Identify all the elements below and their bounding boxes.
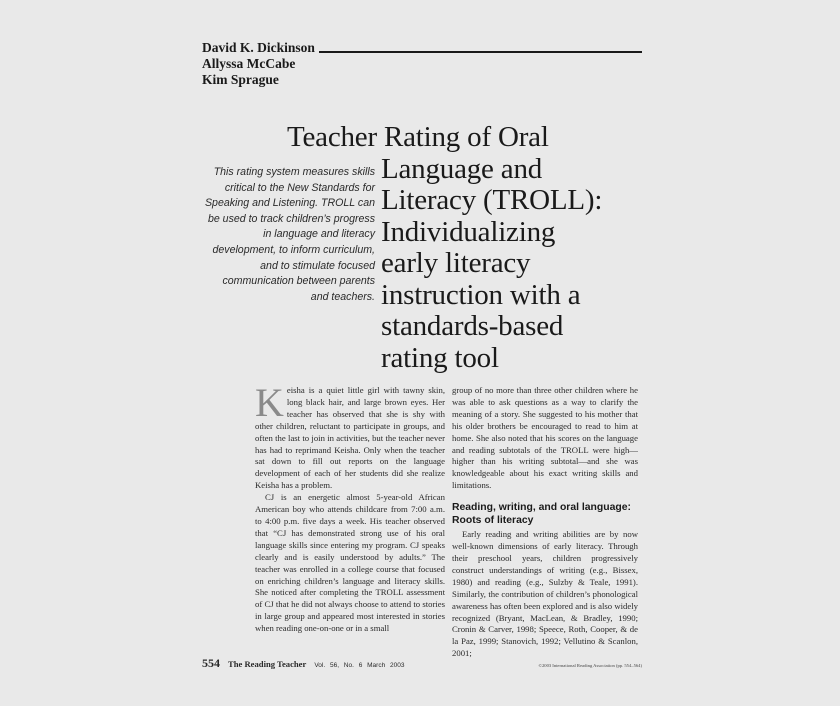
title-line: rating tool (381, 341, 499, 374)
title-line: Teacher Rating of Oral (287, 121, 549, 153)
article-page (195, 30, 647, 680)
body-paragraph: group of no more than three other children where he was able to ask questions as a way to clarify the meaning of a story. She suggested to his mother that his older brothers be encouraged to read to him at home. She also noted that his scores on the language and reading subtotals of the TROLL were high—higher than his writing subtotal—and she was knowledgeable about his exact writing skills and limitations. (452, 385, 638, 491)
section-heading: Reading, writing, and oral language: Roots of literacy (452, 502, 631, 527)
issue-info: Vol. 56, No. 6 March 2003 (314, 662, 405, 669)
body-column-left (255, 380, 445, 635)
title-line: instruction with a (381, 278, 581, 311)
title-line: Literacy (TROLL): (381, 184, 603, 216)
drop-cap: K (255, 380, 284, 425)
paragraph-text: eisha is a quiet little girl with tawny skin, long black hair, and large brown eyes. Her teacher has observed that she is shy with other children, reluctant to participate in groups, and often the last to join in activities, but the teacher never has had to reprimand Keisha. Only when the teacher sat down to fill out reports on the language development of each of her students did she realize Keisha has a problem. (255, 385, 445, 491)
author-name: Kim Sprague (202, 72, 279, 87)
title-line: Individualizing (381, 215, 556, 248)
page-number: 554 (202, 656, 220, 670)
body-paragraph: CJ is an energetic almost 5-year-old African American boy who attends childcare from 7:00 a.m. to 4:00 p.m. five days a week. His teacher observed that “CJ has demonstrated strong use of his oral language skills since entering my program. CJ speaks clearly and is easily understood by adults.” The teacher was enrolled in a college course that focused on enriching children’s language and literacy skills. She noticed after completing the TROLL assessment of CJ that he did not always choose to attend to stories in large group and appeared most interested in stories when reading one-on-one or in a small (255, 492, 445, 634)
title-line: early literacy (381, 247, 531, 279)
page-footer (202, 656, 642, 671)
title-line: standards-based (381, 310, 564, 342)
title-line: Language and (381, 152, 543, 185)
body-column-right (452, 385, 638, 660)
article-subtitle: This rating system measures skills critical to the New Standards for Speaking and Listening. TROLL can be used to track children’s progress in language and literacy development, to inform curriculum, and to stimulate focused communication between parents and teachers. (204, 166, 375, 303)
author-line (202, 40, 642, 56)
body-paragraph: Early reading and writing abilities are by now well-known dimensions of early literacy. Through their preschool years, children progressively construct understandings of writing (e.g., Bissex, 1980) and reading (e.g., Sulzby & Teale, 1991). Similarly, the contribution of children’s phonological awareness has often been explored and is also widely recognized (Bryant, MacLean, & Bradley, 1990; Cronin & Carver, 1998; Speece, Roth, Cooper, & de la Paz, 1999; Stanovich, 1992; Vellutino & Scanlon, 2001; (452, 529, 638, 659)
author-rule (319, 51, 642, 53)
author-name: David K. Dickinson (202, 40, 315, 55)
body-paragraph (255, 380, 445, 492)
copyright-notice: ©2003 International Reading Association (pp. 554–564) (538, 663, 642, 668)
author-list (202, 40, 642, 88)
journal-name: The Reading Teacher (228, 659, 307, 669)
author-name: Allyssa McCabe (202, 56, 296, 71)
